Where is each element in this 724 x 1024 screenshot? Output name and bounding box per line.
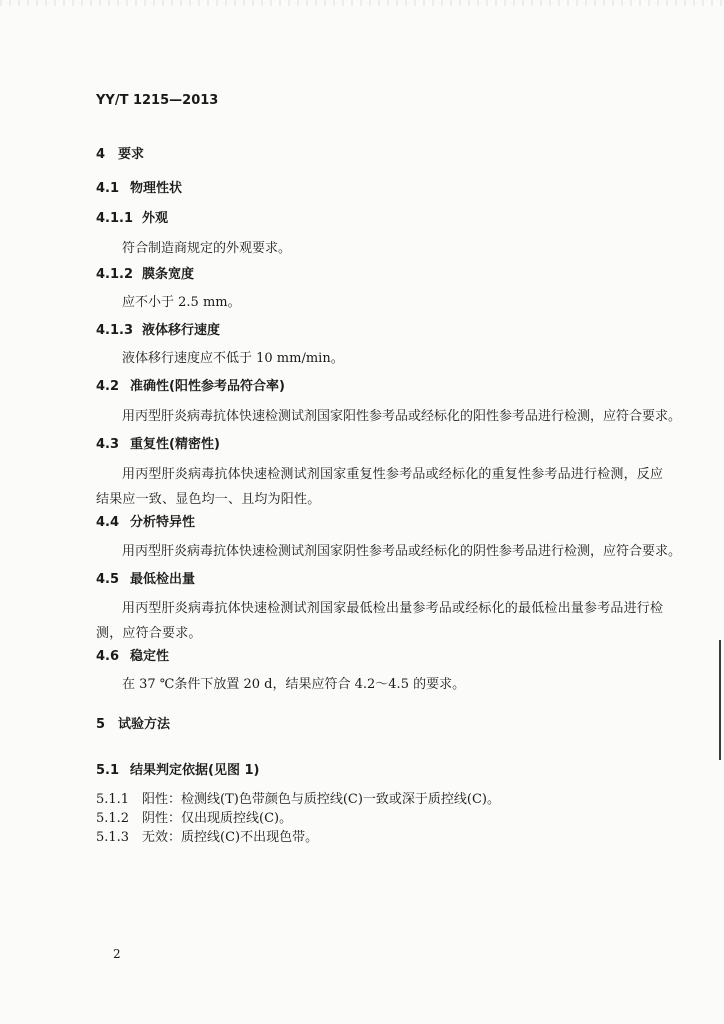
- heading-title: 稳定性: [130, 649, 170, 664]
- paragraph-4-2: 用丙型肝炎病毒抗体快速检测试剂国家阳性参考品或经标化的阳性参考品进行检测，应符合要求。: [122, 409, 682, 424]
- heading-number: 4.5: [96, 572, 120, 587]
- heading-4-2: [96, 378, 285, 396]
- paragraph-4-1-1: 符合制造商规定的外观要求。: [122, 241, 292, 256]
- clause-number: 5.1.2: [96, 811, 130, 826]
- heading-4: [96, 146, 144, 164]
- heading-4-1-2: [96, 266, 194, 284]
- scan-edge-mark: [719, 640, 721, 760]
- heading-4-1-1: [96, 210, 168, 228]
- heading-title: 试验方法: [118, 717, 171, 732]
- heading-4-1: [96, 180, 182, 198]
- heading-number: 4.3: [96, 437, 120, 452]
- heading-number: 5.1: [96, 763, 120, 778]
- clause-number: 5.1.1: [96, 792, 130, 807]
- clause-text: 阳性：检测线(T)色带颜色与质控线(C)一致或深于质控线(C)。: [142, 792, 500, 807]
- page-number: 2: [113, 947, 121, 961]
- paragraph-4-5: 用丙型肝炎病毒抗体快速检测试剂国家最低检出量参考品或经标化的最低检出量参考品进行检测，应符合要求。: [96, 601, 664, 641]
- heading-number: 4.6: [96, 649, 120, 664]
- paragraph-4-6: 在 37 ℃条件下放置 20 d，结果应符合 4.2～4.5 的要求。: [122, 677, 466, 692]
- heading-title: 分析特异性: [130, 515, 196, 530]
- clause-text: 阴性：仅出现质控线(C)。: [142, 811, 293, 826]
- heading-title: 准确性(阳性参考品符合率): [130, 379, 285, 394]
- heading-number: 4.2: [96, 379, 120, 394]
- heading-number: 4.1.3: [96, 323, 134, 338]
- standard-id: YY/T 1215—2013: [96, 93, 219, 108]
- heading-4-3: [96, 436, 220, 454]
- heading-number: 4.1: [96, 181, 120, 196]
- heading-title: 物理性状: [130, 181, 183, 196]
- paragraph-4-1-3: 液体移行速度应不低于 10 mm/min。: [122, 351, 344, 366]
- heading-title: 最低检出量: [130, 572, 196, 587]
- clause-text: 无效：质控线(C)不出现色带。: [142, 830, 319, 845]
- heading-4-1-3: [96, 322, 220, 340]
- clause-5-1-1: [96, 791, 500, 809]
- heading-number: 4: [96, 147, 106, 162]
- heading-number: 4.4: [96, 515, 120, 530]
- paragraph-4-3: 用丙型肝炎病毒抗体快速检测试剂国家重复性参考品或经标化的重复性参考品进行检测，反应结果应一致、显色均一、且均为阳性。: [96, 467, 664, 507]
- heading-5: [96, 716, 170, 734]
- heading-4-6: [96, 648, 169, 666]
- heading-title: 外观: [142, 211, 169, 226]
- heading-title: 膜条宽度: [142, 267, 195, 282]
- heading-title: 液体移行速度: [142, 323, 221, 338]
- clause-5-1-2: [96, 810, 292, 828]
- heading-number: 5: [96, 717, 106, 732]
- paragraph-4-1-2: 应不小于 2.5 mm。: [122, 295, 241, 310]
- paragraph-4-4: 用丙型肝炎病毒抗体快速检测试剂国家阴性参考品或经标化的阴性参考品进行检测，应符合要求。: [122, 544, 682, 559]
- heading-title: 要求: [118, 147, 145, 162]
- heading-number: 4.1.2: [96, 267, 134, 282]
- heading-title: 结果判定依据(见图 1): [130, 763, 260, 778]
- clause-number: 5.1.3: [96, 830, 130, 845]
- heading-title: 重复性(精密性): [130, 437, 220, 452]
- scan-artifact: [0, 0, 724, 6]
- heading-4-5: [96, 571, 195, 589]
- heading-number: 4.1.1: [96, 211, 134, 226]
- heading-5-1: [96, 762, 259, 780]
- clause-5-1-3: [96, 829, 318, 847]
- heading-4-4: [96, 514, 195, 532]
